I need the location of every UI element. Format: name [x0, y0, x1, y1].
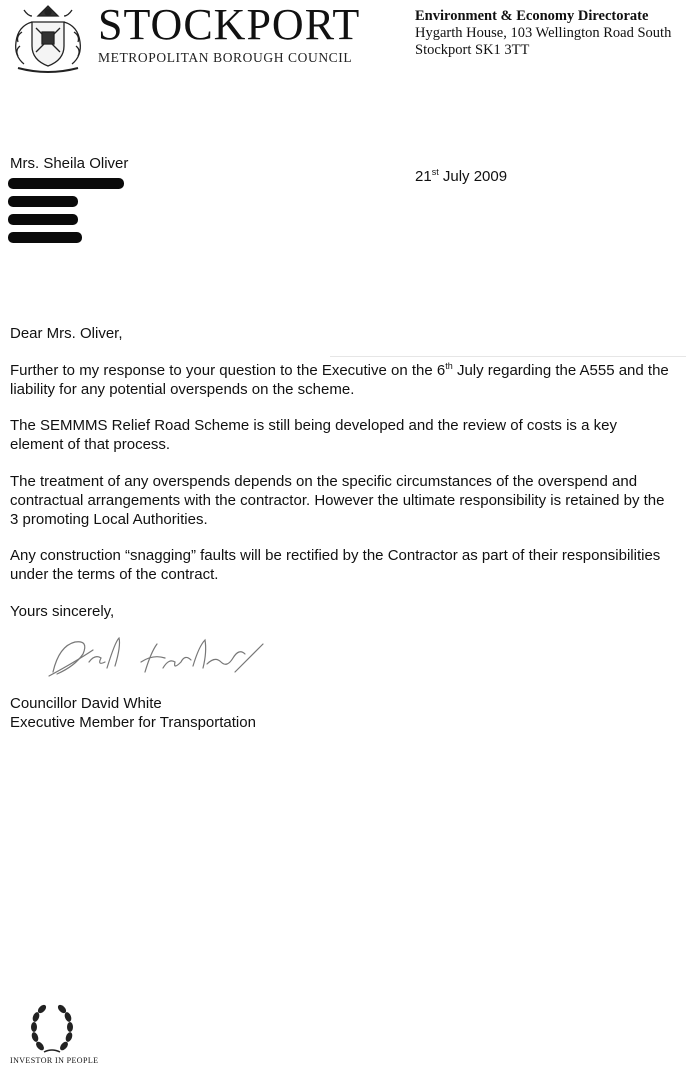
paragraph-3: The treatment of any overspends depends on the specific circumstances of the overspend and contractual arrangements with the contractor. However the ultimate responsibility is retained by the 3 promoting Local Authorities.	[10, 473, 665, 528]
investor-in-people-wreath-icon	[26, 1000, 78, 1056]
paragraph-1-part-1: Further to my response to your question to the Executive on the 6	[10, 362, 446, 379]
scan-artifact-line	[330, 356, 686, 357]
paragraph-4: Any construction “snagging” faults will be rectified by the Contractor as part of their responsibilities under the terms of the contract.	[10, 547, 661, 583]
salutation: Dear Mrs. Oliver,	[10, 325, 123, 342]
directorate-address-block	[415, 8, 671, 59]
recipient-name: Mrs. Sheila Oliver	[10, 155, 129, 172]
date-suffix: st	[431, 167, 439, 177]
signer-name: Councillor David White	[10, 695, 162, 712]
address-line-2: Stockport SK1 3TT	[415, 42, 530, 58]
paragraph-2: The SEMMMS Relief Road Scheme is still being developed and the review of costs is a key element of that process.	[10, 417, 617, 453]
council-name: STOCKPORT	[98, 0, 361, 49]
paragraph-1-ordinal: th	[445, 361, 453, 371]
paragraph-1	[10, 361, 670, 399]
address-line-1: Hygarth House, 103 Wellington Road South	[415, 25, 672, 41]
council-crest-logo	[8, 2, 88, 74]
investor-in-people-label: INVESTOR IN PEOPLE	[10, 1056, 99, 1065]
redacted-address-line	[8, 196, 78, 207]
paragraph-1-part-2: July regarding the A555 and the liability for any potential overspends on the scheme.	[10, 362, 669, 398]
signer-title: Executive Member for Transportation	[10, 714, 256, 731]
date-rest: July 2009	[442, 168, 508, 185]
council-subtitle: METROPOLITAN BOROUGH COUNCIL	[98, 50, 353, 65]
signer-block	[10, 694, 256, 732]
redacted-address-line	[8, 232, 82, 243]
letter-date	[415, 167, 507, 185]
handwritten-signature	[45, 632, 275, 682]
redacted-address-line	[8, 214, 78, 225]
directorate-name: Environment & Economy Directorate	[415, 8, 649, 24]
redacted-address-line	[8, 178, 124, 189]
date-day: 21	[415, 168, 432, 185]
closing: Yours sincerely,	[10, 603, 115, 620]
